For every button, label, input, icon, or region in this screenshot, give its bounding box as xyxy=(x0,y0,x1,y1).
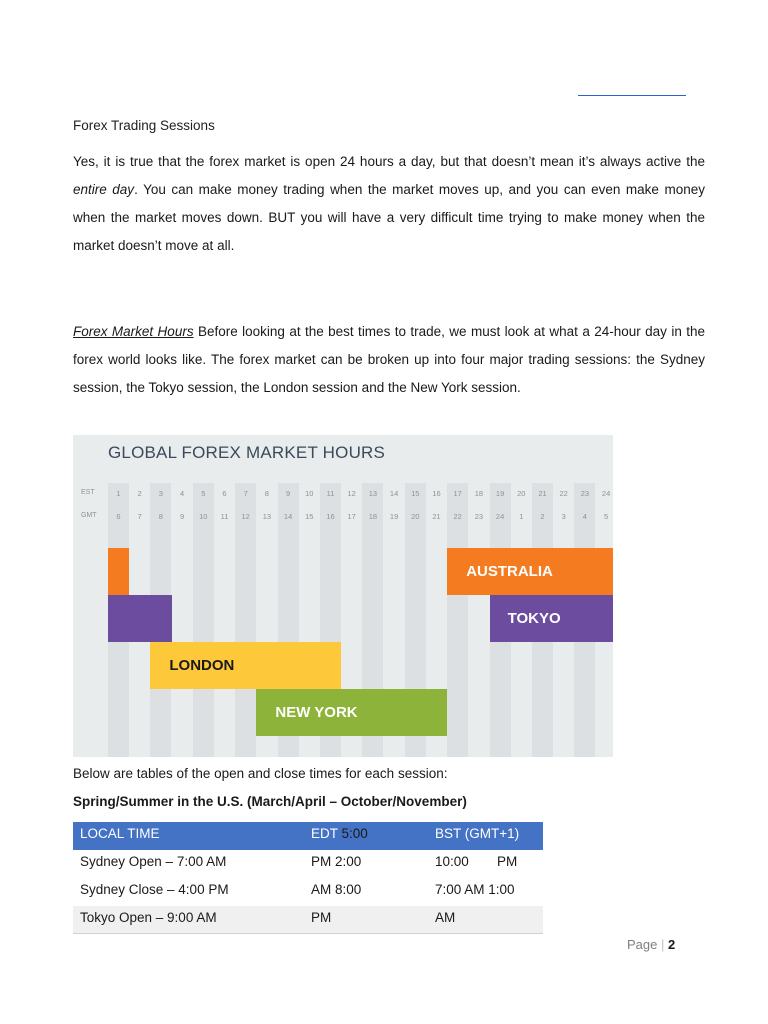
row-bst-suffix: PM xyxy=(497,854,518,869)
est-tick-label: 11 xyxy=(326,489,335,498)
table-row xyxy=(73,906,543,934)
gmt-tick-label: 20 xyxy=(411,512,420,521)
header-edt-label: EDT xyxy=(311,826,338,841)
est-tick-label: 20 xyxy=(517,489,526,498)
gmt-tick-label: 14 xyxy=(283,512,293,521)
gmt-tick-label: 23 xyxy=(474,512,484,521)
gmt-tick-label: 12 xyxy=(241,512,250,521)
gmt-tick-label: 18 xyxy=(368,512,378,521)
gmt-tick-label: 1 xyxy=(519,512,524,521)
gmt-tick-label: 9 xyxy=(180,512,185,521)
session-bar-australia xyxy=(108,548,129,595)
est-tick-label: 14 xyxy=(389,489,399,498)
market-hours-text: Before looking at the best times to trade, we must look at what a 24-hour day in the forex world looks like. The forex market can be broken up into four major trading sessions: the Sydney session, the Tokyo session, the London session and the New York session. xyxy=(73,324,705,395)
gmt-tick-label: 5 xyxy=(604,512,609,521)
gmt-tick-label: 10 xyxy=(199,512,208,521)
gmt-tick-label: 3 xyxy=(561,512,566,521)
est-tick-label: 24 xyxy=(601,489,611,498)
top-link-underline[interactable] xyxy=(578,95,686,96)
market-hours-link[interactable]: Forex Market Hours xyxy=(73,324,194,339)
est-tick-label: 16 xyxy=(432,489,441,498)
grid-stripe xyxy=(193,483,214,757)
header-edt xyxy=(311,826,368,841)
est-tick-label: 18 xyxy=(474,489,484,498)
est-tick-label: 1 xyxy=(116,489,121,498)
chart-title: GLOBAL FOREX MARKET HOURS xyxy=(108,443,386,462)
est-tick-label: 21 xyxy=(538,489,547,498)
gmt-tick-label: 2 xyxy=(540,512,545,521)
gmt-tick-label: 13 xyxy=(262,512,272,521)
row-bst: AM xyxy=(435,910,456,925)
est-tick-label: 9 xyxy=(286,489,291,498)
page-footer xyxy=(627,937,675,952)
est-tick-label: 19 xyxy=(495,489,505,498)
gmt-tick-label: 6 xyxy=(116,512,121,521)
est-tick-label: 7 xyxy=(243,489,248,498)
gmt-tick-label: 7 xyxy=(137,512,142,521)
row-bst: 10:00 xyxy=(435,854,469,869)
gmt-tick-label: 16 xyxy=(326,512,335,521)
grid-stripe xyxy=(447,483,468,757)
page-label: Page xyxy=(627,937,658,952)
gmt-tick-label: 22 xyxy=(453,512,462,521)
est-tick-label: 22 xyxy=(559,489,568,498)
row-local: Tokyo Open – 9:00 AM xyxy=(80,910,217,925)
est-tick-label: 17 xyxy=(453,489,462,498)
est-tick-label: 5 xyxy=(201,489,206,498)
row-edt: PM xyxy=(311,910,332,925)
page-separator: | xyxy=(661,937,665,952)
grid-stripe xyxy=(235,483,256,757)
table-row xyxy=(73,850,543,878)
header-local-time: LOCAL TIME xyxy=(80,826,160,841)
session-bar-tokyo xyxy=(108,595,172,642)
gmt-tick-label: 19 xyxy=(389,512,399,521)
row-local: Sydney Close – 4:00 PM xyxy=(80,882,229,897)
est-tick-label: 4 xyxy=(180,489,185,498)
est-tick-label: 23 xyxy=(580,489,590,498)
row-local: Sydney Open – 7:00 AM xyxy=(80,854,227,869)
gmt-tick-label: 11 xyxy=(220,512,229,521)
page-number: 2 xyxy=(668,937,676,952)
market-hours-paragraph xyxy=(73,318,705,402)
header-bst: BST (GMT+1) xyxy=(435,826,520,841)
gmt-tick-label: 4 xyxy=(582,512,587,521)
session-label-australia: AUSTRALIA xyxy=(466,563,553,580)
intro-emphasis: entire day xyxy=(73,182,135,197)
table-header-row xyxy=(73,822,543,850)
est-tick-label: 8 xyxy=(264,489,269,498)
intro-text-start: Yes, it is true that the forex market is open 24 hours a day, but that doesn’t mean it’s always active the xyxy=(73,154,705,169)
session-label-tokyo: TOKYO xyxy=(507,610,561,627)
row-bst: 7:00 AM 1:00 xyxy=(435,882,515,897)
intro-paragraph xyxy=(73,148,705,260)
header-edt-value: 5:00 xyxy=(341,826,368,841)
intro-text-end: . You can make money trading when the market moves up, and you can even make money when the market moves down. BUT you will have a very difficult time trying to make money when the market doesn’t move at all. xyxy=(73,182,705,253)
gmt-tick-label: 17 xyxy=(347,512,356,521)
session-label-london: LONDON xyxy=(169,657,235,674)
axis-row-label-0: EST xyxy=(81,489,95,496)
est-tick-label: 10 xyxy=(305,489,314,498)
section-heading: Forex Trading Sessions xyxy=(73,118,215,133)
est-tick-label: 6 xyxy=(222,489,227,498)
gmt-tick-label: 21 xyxy=(432,512,441,521)
est-tick-label: 2 xyxy=(137,489,142,498)
est-tick-label: 3 xyxy=(158,489,163,498)
gmt-tick-label: 24 xyxy=(495,512,505,521)
est-tick-label: 13 xyxy=(368,489,378,498)
session-times-table xyxy=(73,822,543,934)
est-tick-label: 12 xyxy=(347,489,356,498)
tables-intro: Below are tables of the open and close times for each session: xyxy=(73,766,448,781)
season-subheading: Spring/Summer in the U.S. (March/April – October/November) xyxy=(73,794,467,809)
row-edt: PM 2:00 xyxy=(311,854,362,869)
est-tick-label: 15 xyxy=(411,489,420,498)
gmt-tick-label: 8 xyxy=(158,512,163,521)
row-edt: AM 8:00 xyxy=(311,882,362,897)
table-row xyxy=(73,878,543,906)
session-label-new-york: NEW YORK xyxy=(275,704,358,721)
axis-row-label-1: GMT xyxy=(81,512,97,519)
forex-hours-chart xyxy=(73,435,613,757)
gmt-tick-label: 15 xyxy=(305,512,314,521)
